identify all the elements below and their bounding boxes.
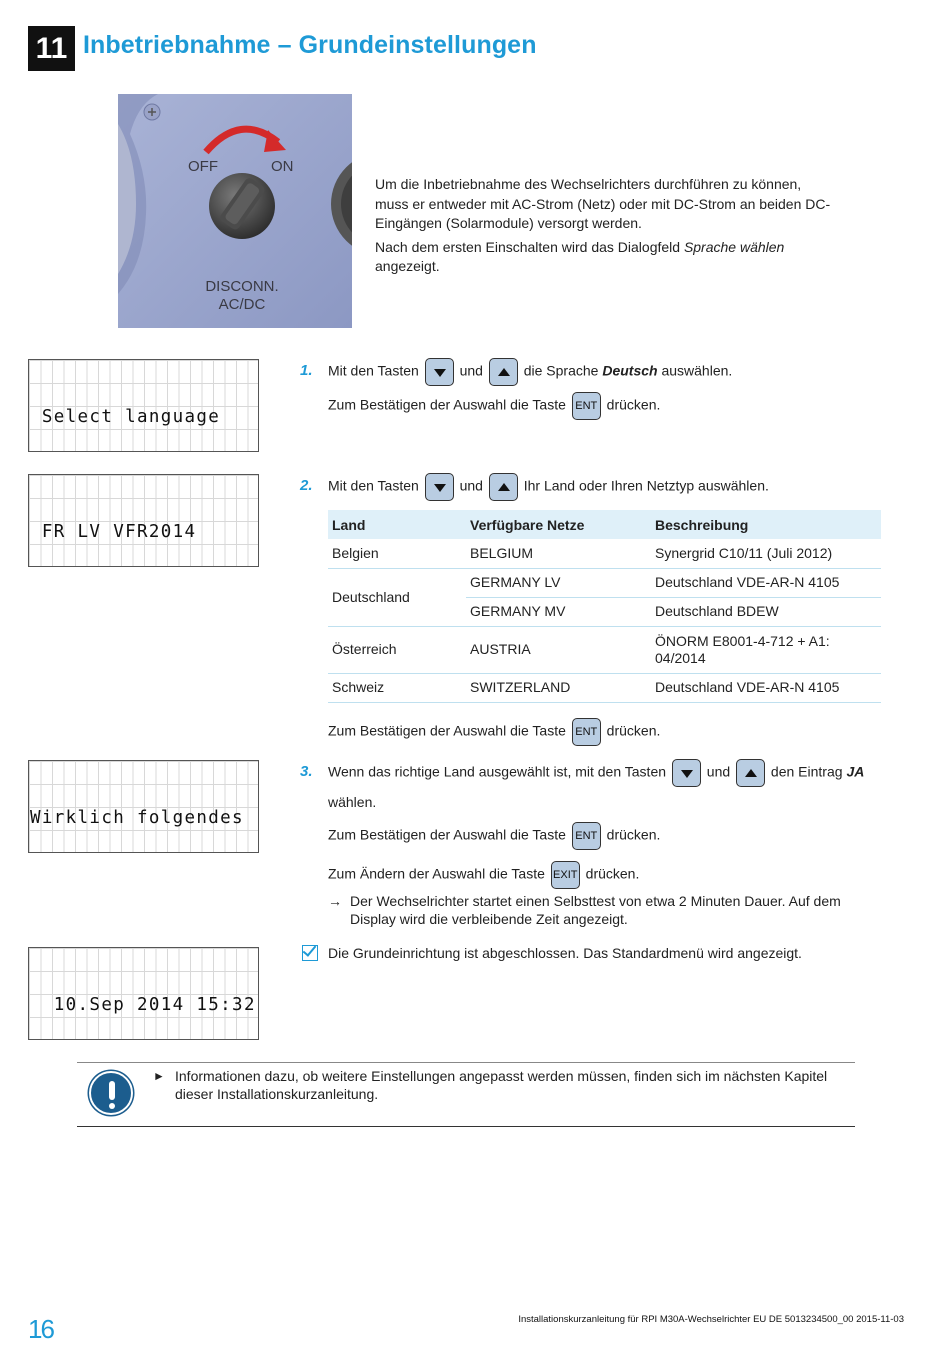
table-row — [328, 673, 881, 702]
ent-key-icon: ENT — [572, 718, 601, 746]
intro-text — [375, 175, 835, 281]
bullet-icon: ► — [153, 1069, 165, 1083]
step3-result — [328, 892, 878, 928]
table-cell: Deutschland VDE-AR-N 4105 — [651, 568, 881, 597]
lcd-standard-menu — [28, 947, 259, 1040]
down-arrow-key-icon — [425, 358, 454, 386]
intro-paragraph-1: Um die Inbetriebnahme des Wechselrichters durchführen zu können, muss er entweder mit AC-Strom (Netz) oder mit DC-Strom an beiden DC-Eingängen (Solarmodule) versorgt werden. — [375, 176, 831, 231]
step3-line2: Zum Bestätigen der Auswahl die Taste ENT drücken. — [328, 822, 660, 850]
step3-line1: Wenn das richtige Land ausgewählt ist, mit den Tasten und den Eintrag JA — [328, 759, 864, 787]
on-label: ON — [271, 158, 294, 175]
table-cell: AUSTRIA — [466, 626, 651, 673]
checkmark-icon — [302, 945, 318, 961]
table-cell: GERMANY LV — [466, 568, 651, 597]
page-number: 16 — [28, 1314, 53, 1344]
lcd-line: Wirklich folgendes — [30, 808, 244, 828]
off-label: OFF — [188, 158, 218, 175]
result-arrow-icon: → — [328, 893, 342, 909]
table-cell: Belgien — [328, 539, 466, 568]
network-table — [328, 510, 881, 703]
down-arrow-key-icon — [672, 759, 701, 787]
table-cell: Synergrid C10/11 (Juli 2012) — [651, 539, 881, 568]
table-cell: SWITZERLAND — [466, 673, 651, 702]
step3-line1b: wählen. — [328, 794, 377, 810]
ent-key-icon: ENT — [572, 392, 601, 420]
page-title: Inbetriebnahme – Grundeinstellungen — [83, 31, 537, 59]
table-cell: Österreich — [328, 626, 466, 673]
disconnect-switch-photo — [118, 94, 352, 328]
result-text: Der Wechselrichter startet einen Selbsttest von etwa 2 Minuten Dauer. Auf dem Display wird die verbleibende Zeit angezeigt. — [350, 893, 841, 927]
info-text: Informationen dazu, ob weitere Einstellungen angepasst werden müssen, finden sich im nächsten Kapitel dieser Installationskurzanleitung. — [175, 1068, 828, 1102]
table-cell: GERMANY MV — [466, 597, 651, 626]
table-row — [328, 539, 881, 568]
lcd-select-language — [28, 359, 259, 452]
completion-text: Die Grundeinrichtung ist abgeschlossen. Das Standardmenü wird angezeigt. — [328, 945, 802, 961]
lcd-line: Select language — [30, 407, 221, 427]
lcd-confirm-country — [28, 760, 259, 853]
chapter-number: 11 — [28, 26, 75, 71]
disconn-label: DISCONN. — [205, 278, 279, 295]
step2-line2: Zum Bestätigen der Auswahl die Taste ENT drücken. — [328, 718, 660, 746]
step-number: 1. — [300, 362, 313, 379]
exit-key-icon: EXIT — [551, 861, 580, 889]
table-cell: Deutschland — [328, 568, 466, 626]
column-header: Land — [328, 510, 466, 539]
lcd-line: FR LV VFR2014 — [30, 522, 197, 542]
footer-text: Installationskurzanleitung für RPI M30A-Wechselrichter EU DE 5013234500_00 2015-11-03 — [518, 1314, 904, 1325]
exclamation-icon — [89, 1071, 133, 1115]
up-arrow-key-icon — [489, 473, 518, 501]
step1-line1: Mit den Tasten und die Sprache Deutsch auswählen. — [328, 358, 732, 386]
column-header: Verfügbare Netze — [466, 510, 651, 539]
step-number: 3. — [300, 763, 313, 780]
table-cell: Deutschland BDEW — [651, 597, 881, 626]
lcd-country-select — [28, 474, 259, 567]
table-cell: Deutschland VDE-AR-N 4105 — [651, 673, 881, 702]
table-row — [328, 626, 881, 673]
acdc-label: AC/DC — [218, 296, 266, 313]
up-arrow-key-icon — [489, 358, 518, 386]
table-cell: ÖNORM E8001-4-712 + A1: 04/2014 — [651, 626, 881, 673]
info-box — [77, 1062, 855, 1127]
column-header: Beschreibung — [651, 510, 881, 539]
table-cell: Schweiz — [328, 673, 466, 702]
up-arrow-key-icon — [736, 759, 765, 787]
step2-line1: Mit den Tasten und Ihr Land oder Ihren Netztyp auswählen. — [328, 473, 769, 501]
step3-line3: Zum Ändern der Auswahl die Taste EXIT drücken. — [328, 861, 639, 889]
down-arrow-key-icon — [425, 473, 454, 501]
step-number: 2. — [300, 477, 313, 494]
intro-paragraph-2: Nach dem ersten Einschalten wird das Dialogfeld Sprache wählen angezeigt. — [375, 238, 785, 274]
lcd-line: 10.Sep 2014 15:32 — [30, 995, 256, 1015]
step1-line2: Zum Bestätigen der Auswahl die Taste ENT drücken. — [328, 392, 660, 420]
ent-key-icon: ENT — [572, 822, 601, 850]
table-row — [328, 568, 881, 597]
table-cell: BELGIUM — [466, 539, 651, 568]
table-header-row — [328, 510, 881, 539]
